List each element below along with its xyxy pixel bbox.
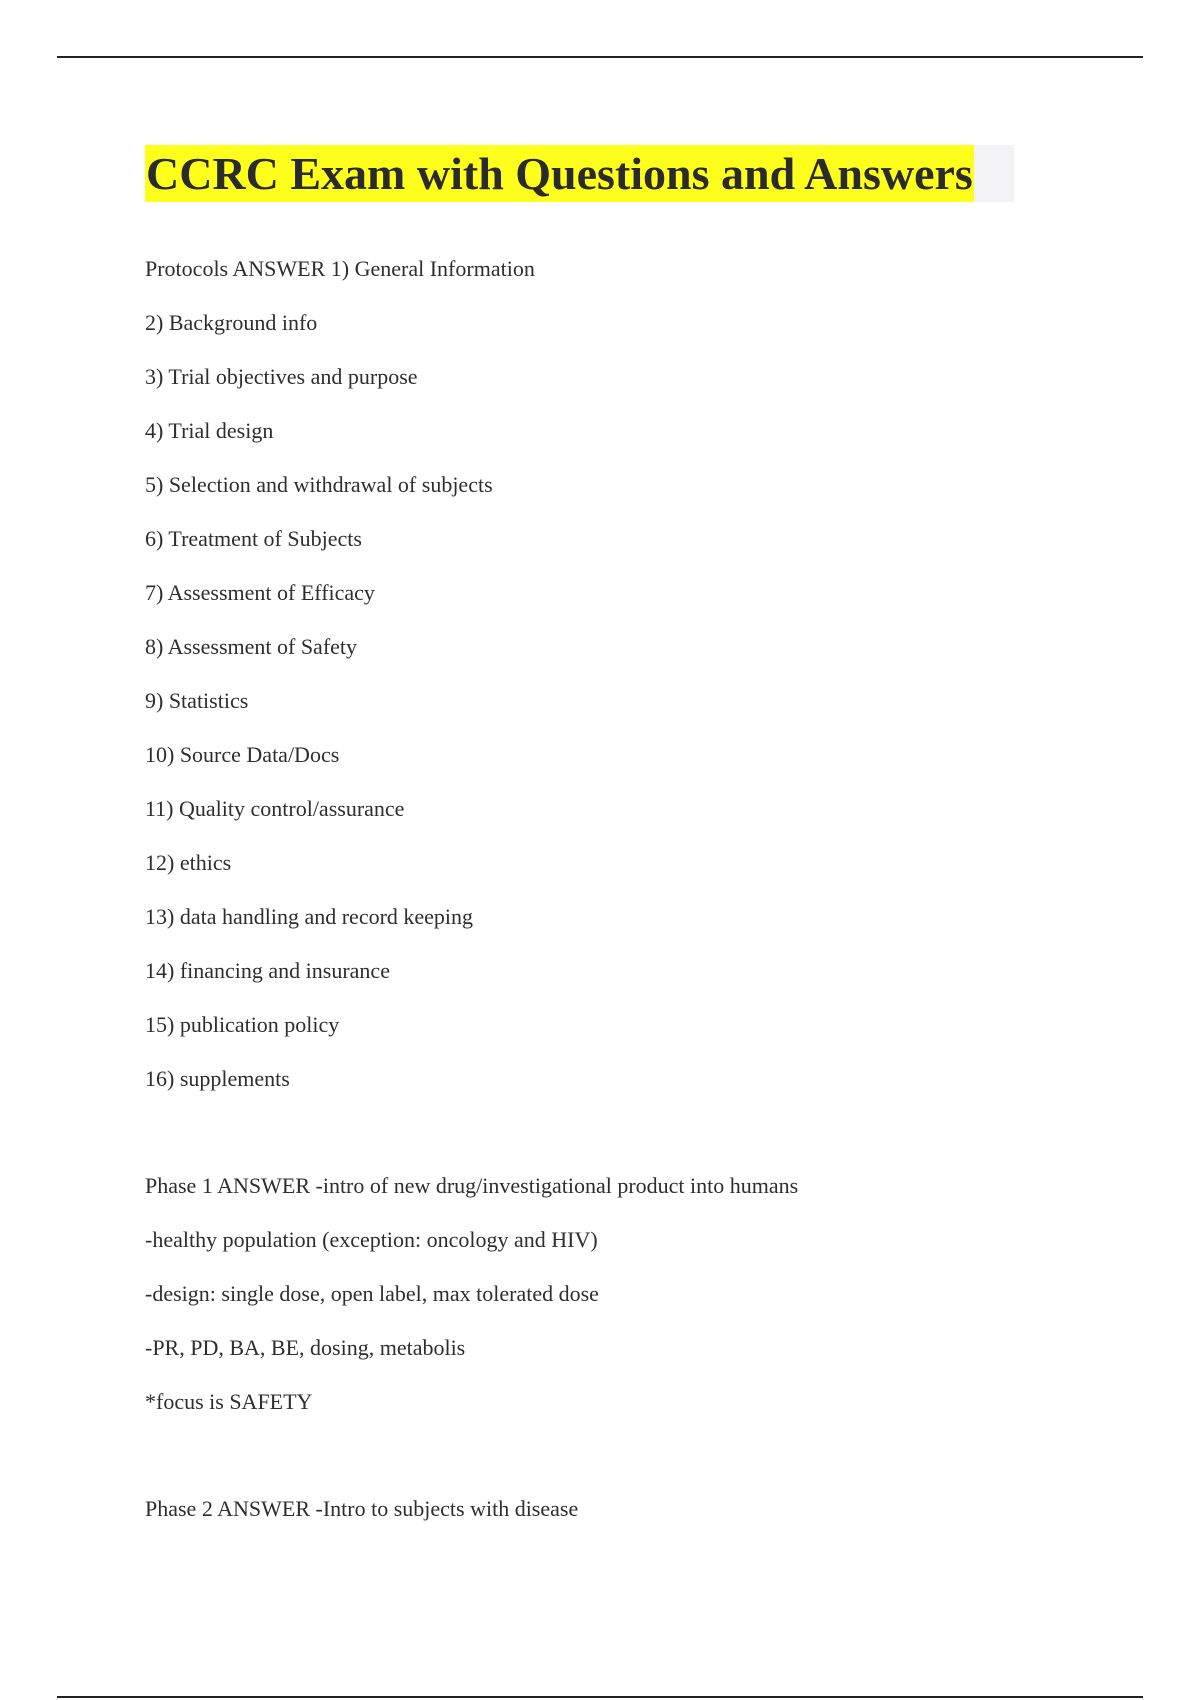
bottom-rule	[57, 1696, 1143, 1698]
phase1-line: *focus is SAFETY	[145, 1389, 313, 1414]
protocols-line: 6) Treatment of Subjects	[145, 526, 362, 551]
protocols-line: 3) Trial objectives and purpose	[145, 364, 418, 389]
protocols-line: 7) Assessment of Efficacy	[145, 580, 375, 605]
phase1-line: -PR, PD, BA, BE, dosing, metabolis	[145, 1335, 466, 1360]
phase2-line: Phase 2 ANSWER -Intro to subjects with disease	[145, 1496, 579, 1521]
protocols-line: Protocols ANSWER 1) General Information	[145, 256, 535, 281]
document-title: CCRC Exam with Questions and Answers	[145, 145, 974, 202]
protocols-line: 2) Background info	[145, 310, 318, 335]
protocols-line: 13) data handling and record keeping	[145, 904, 474, 929]
top-rule	[57, 56, 1143, 58]
protocols-line: 15) publication policy	[145, 1012, 340, 1037]
title-block	[145, 145, 1014, 202]
phase1-line: -healthy population (exception: oncology and HIV)	[145, 1227, 598, 1252]
phase1-line: Phase 1 ANSWER -intro of new drug/investigational product into humans	[145, 1173, 799, 1198]
protocols-line: 4) Trial design	[145, 418, 274, 443]
protocols-line: 10) Source Data/Docs	[145, 742, 340, 767]
protocols-line: 16) supplements	[145, 1066, 290, 1091]
phase1-line: -design: single dose, open label, max tolerated dose	[145, 1281, 599, 1306]
protocols-line: 12) ethics	[145, 850, 232, 875]
protocols-line: 14) financing and insurance	[145, 958, 390, 983]
protocols-line: 8) Assessment of Safety	[145, 634, 358, 659]
protocols-line: 5) Selection and withdrawal of subjects	[145, 472, 493, 497]
protocols-line: 11) Quality control/assurance	[145, 796, 405, 821]
protocols-line: 9) Statistics	[145, 688, 249, 713]
title-highlight-tail	[974, 145, 1014, 202]
